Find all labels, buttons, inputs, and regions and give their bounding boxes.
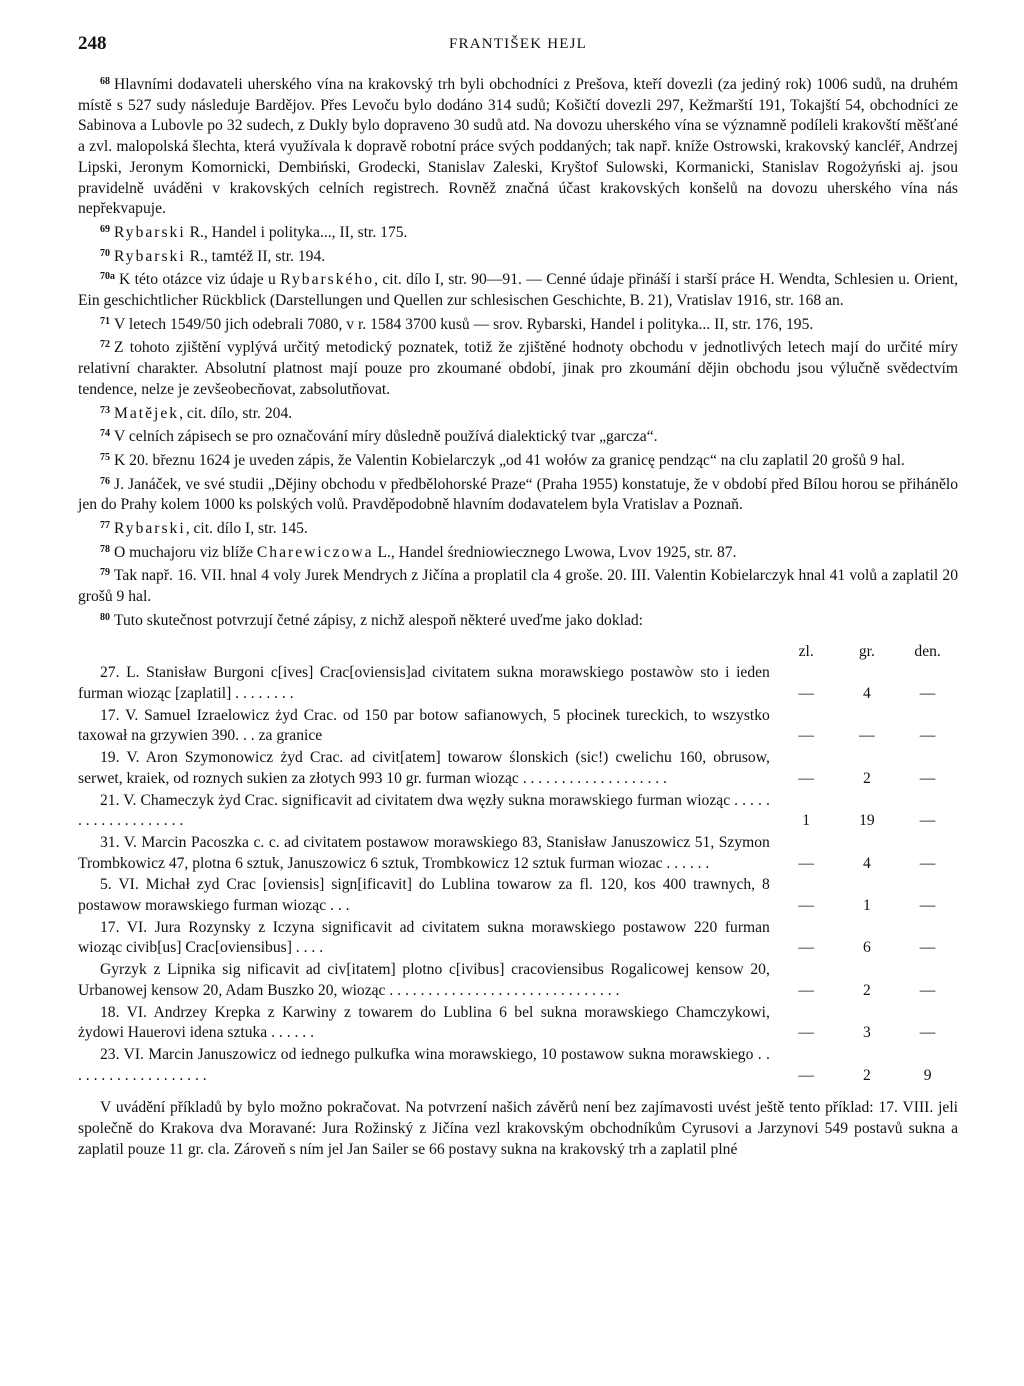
footnotes [78, 72, 958, 1160]
running-head: FRANTIŠEK HEJL [448, 36, 588, 52]
footnote [78, 312, 958, 336]
footnote [78, 608, 958, 632]
ledger-gr: — [859, 727, 875, 745]
ledger-gr: 6 [862, 939, 871, 957]
ledger-entry: 18. VI. Andrzey Krepka z Karwiny z towarem do Lublina 6 bel sukna morawskiego Chamczykowi, żydowi Hauerovi idena sztuka . . . . . . [78, 1003, 770, 1042]
footnote-text: , cit. dílo I, str. 145. [185, 520, 308, 538]
ledger-entry: 19. V. Aron Szymonowicz żyd Crac. ad civit[atem] towarow ślonskich (sic!) cwelichu 160, obrusow, serwet, kraiek, od roznych sukien za złotych 993 10 gr. furman wioząc . . . . . . . . . . . . . . . . . . . [78, 749, 770, 787]
footnote-marker: 77 [100, 520, 110, 532]
footnote-marker: 74 [100, 428, 110, 440]
ledger-gr: 2 [862, 1066, 871, 1084]
ledger-gr: 3 [862, 1024, 871, 1042]
footnote [78, 335, 958, 400]
footnote-text: V letech 1549/50 jich odebrali 7080, v r. 1584 3700 kusů — srov. Rybarski, Handel i polityka... II, str. 176, 195. [114, 315, 814, 333]
footnote [78, 472, 958, 516]
footnote-text: R., Handel i polityka..., II, str. 175. [185, 223, 408, 241]
ledger-body [78, 662, 958, 1086]
ledger-den: — [919, 769, 936, 787]
cited-author: Charewiczowa [256, 543, 374, 561]
footnote-list [78, 72, 958, 632]
footnote-marker: 71 [100, 315, 110, 327]
footnote-marker: 72 [100, 339, 110, 351]
page-header [78, 33, 958, 57]
ledger-entry: Gyrzyk z Lipnika sig nificavit ad civ[itatem] plotno c[ivibus] cracoviensibus Rogalicowej kensow 20, Urbanowej kensow 20, Adam Buszko 20, wioząc . . . . . . . . . . . . . . . . . . . . . . . . . . . . . . [78, 961, 770, 999]
ledger-entry: 27. L. Stanisław Burgoni c[ives] Crac[oviensis]ad civitatem sukna morawskiego postawòw sto i ieden furman wioząc [zaplatil] . . . . . . . . [78, 664, 770, 702]
footnote-text: Tuto skutečnost potvrzují četné zápisy, z nichž alespoň některé uveďme jako doklad: [114, 611, 644, 629]
ledger-gr: 4 [862, 684, 871, 702]
footnote-text: Tak např. 16. VII. hnal 4 voly Jurek Mendrych z Jičína a proplatil cla 4 groše. 20. III. Valentin Kobielarczyk hnal 41 volů a zaplatil 20 grošů 9 hal. [78, 567, 958, 606]
cited-author: Rybarski [114, 520, 186, 538]
footnote-text: L., Handel średniowiecznego Lwowa, Lvov 1925, str. 87. [373, 543, 737, 561]
ledger-header-row [78, 642, 958, 663]
ledger-den: — [919, 727, 936, 745]
closing-paragraph: V uvádění příkladů by bylo možno pokračovat. Na potvrzení našich závěrů není bez zajímavosti uvést ještě tento příklad: 17. VIII. jeli společně do Krakova dva Moravané: Jura Rožinský z Jičína vezl krakovským obchodníkům Cyrusovi a Jarzynovi 549 postavů sukna a zaplatil pouze 11 gr. cla. Zároveň s ním jel Jan Sailer se 66 postavy sukna na krakovský trh a zaplatil plné [78, 1099, 958, 1158]
footnote-text: Z tohoto zjištění vyplývá určitý metodický poznatek, totiž že zjištěné hodnoty obchodu v jednotlivých letech mají do určité míry relativní charakter. Absolutní platnost mají pouze pro zkoumané období, jinak pro zkoumání dějin obchodu jsou výlučně svědectvím tendence, nelze je zevšeobecňovat, zabsolutňovat. [78, 339, 958, 398]
ledger-row [78, 790, 958, 832]
footnote-marker: 78 [100, 543, 110, 555]
ledger-entry: 5. VI. Michał zyd Crac [oviensis] sign[ificavit] do Lublina towarow za fl. 120, kos 400 trawnych, 8 postawow morawskiego furman wioząc . . . [78, 876, 770, 915]
footnote [78, 424, 958, 448]
ledger-den: — [919, 1024, 936, 1042]
ledger-gr: 19 [859, 812, 875, 830]
ledger-den: — [919, 684, 936, 702]
footnote-marker: 76 [100, 475, 110, 487]
ledger-zl: — [798, 684, 814, 702]
footnote-marker: 70 [100, 247, 110, 259]
footnote-marker: 73 [100, 404, 110, 416]
ledger-row [78, 662, 958, 704]
ledger-row [78, 959, 958, 1001]
ledger-zl: 1 [802, 812, 811, 830]
footnote-marker: 75 [100, 451, 110, 463]
ledger-entry: 31. V. Marcin Pacoszka c. c. ad civitatem postawow morawskiego 83, Stanisław Januszowicz 51, Szymon Trombkowicz 47, plotna 6 sztuk, Januszowicz 6 sztuk, Trombkowicz 12 sztuk furman wiozac . . . . . . [78, 833, 770, 872]
footnote [78, 448, 958, 472]
footnote [78, 267, 958, 311]
ledger-zl: — [798, 897, 814, 915]
ledger-row [78, 832, 958, 874]
ledger-col-den: den. [914, 642, 941, 660]
ledger-row [78, 1044, 958, 1086]
ledger-den: — [919, 981, 936, 999]
footnote-text: V celních zápisech se pro označování míry důsledně používá dialektický tvar „garcza“. [114, 428, 658, 446]
ledger-den: 9 [923, 1066, 932, 1084]
ledger-zl: — [798, 939, 814, 957]
footnote-marker: 68 [100, 76, 110, 87]
ledger-gr: 2 [862, 981, 871, 999]
ledger-row [78, 747, 958, 789]
ledger-gr: 2 [862, 769, 871, 787]
ledger-gr: 1 [862, 897, 871, 915]
footnote [78, 540, 958, 564]
ledger-entry: 17. V. Samuel Izraelowicz żyd Crac. od 150 par botow safianowych, 5 płocinek tureckich, to wszystko taxował na grzywien 390. . . za granice [78, 706, 770, 745]
ledger-zl: — [798, 854, 814, 872]
ledger-den: — [919, 897, 936, 915]
footnote [78, 72, 958, 220]
ledger-row [78, 1002, 958, 1044]
footnote-text: K 20. březnu 1624 je uveden zápis, že Valentin Kobielarczyk „od 41 wołów za granicę pendząc“ na clu zaplatil 20 grošů 9 hal. [114, 451, 905, 469]
footnote-text: R., tamtéž II, str. 194. [185, 247, 326, 265]
ledger-row [78, 874, 958, 916]
footnote [78, 516, 958, 540]
footnote-lead: O muchajoru viz blíže [114, 543, 257, 561]
footnote-text: , cit. dílo, str. 204. [179, 404, 293, 422]
cited-author: Rybarski [114, 247, 186, 265]
ledger-col-zl: zl. [798, 642, 814, 660]
ledger-entry: 23. VI. Marcin Januszowicz od iednego pulkufka wina morawskiego, 10 postawow sukna morawskiego . . . . . . . . . . . . . . . . . . . [78, 1045, 770, 1084]
footnote [78, 563, 958, 607]
footnote-lead: K této otázce viz údaje u [119, 271, 281, 289]
footnote-text: , cit. dílo I, str. 90—91. — Cenné údaje přináší i starší práce H. Wendta, Schlesien u. Orient, Ein geschichtlicher Rückblick (Darstellungen und Quellen zur schlesischen Geschichte, B. 21), Vratislav 1916, str. 168 an. [78, 271, 958, 310]
ledger-zl: — [798, 981, 814, 999]
footnote-text: Hlavními dodavateli uherského vína na krakovský trh byli obchodníci z Prešova, kteří dovezli (za jediný rok) 1006 sudů, na druhém místě s 527 sudy následuje Bardějov. Přes Levoču bylo dodáno 314 sudů; Košičtí dovezli 297, Kežmarští 191, Tokajští 54, obchodníci ze Sabinova a Lubovle po 32 sudech, z Dukly bylo dopraveno 30 sudů atd. Na dovozu uherského vína se významně podíleli krakovští měšťané a zvl. malopolská šlechta, která využívala k dopravě robotní práce svých poddaných; tak např. kníže Ostrowski, krakovský kancléř, Andrzej Lipski, Jeronym Komornicki, Dembiński, Grodecki, Stanislav Zaleski, Kryštof Sulowski, Kormanicki, Stanislav Rogożyński aj. jsou pravidelně uváděni v krakovských celních registrech. Rovněž značná účast krakovských konšelů na dovozu uherského vína nás nepřekvapuje. [78, 76, 958, 218]
footnote [78, 401, 958, 425]
ledger-row [78, 917, 958, 959]
ledger-col-gr: gr. [858, 642, 875, 660]
cited-author: Matějek [114, 404, 180, 422]
page-number: 248 [78, 33, 107, 54]
cited-author: Rybarského [280, 271, 375, 289]
footnote-marker: 69 [100, 223, 110, 235]
cited-author: Rybarski [114, 223, 186, 241]
ledger-den: — [919, 812, 936, 830]
ledger-den: — [919, 939, 936, 957]
footnote-marker: 70a [100, 271, 115, 283]
ledger-zl: — [798, 769, 814, 787]
footnote [78, 220, 958, 244]
footnote-text: J. Janáček, ve své studii „Dějiny obchodu v předbělohorské Praze“ (Praha 1955) konstatuje, že v období před Bílou horou se přihánělo jen do Prahy kolem 1000 ks polských volů. Pravděpodobně hlavním dodavatelem byla Vratislav a Poznaň. [78, 475, 958, 514]
ledger-entry: 21. V. Chameczyk żyd Crac. significavit ad civitatem dwa węzły sukna morawskiego furman wioząc . . . . . . . . . . . . . . . . . . . [78, 791, 770, 830]
ledger-header-blank [78, 642, 776, 663]
ledger-den: — [919, 854, 936, 872]
footnote [78, 244, 958, 268]
customs-ledger-table [78, 642, 958, 1087]
ledger-zl: — [798, 1066, 814, 1084]
ledger-row [78, 705, 958, 747]
footnote-marker: 79 [100, 567, 110, 579]
ledger-zl: — [798, 727, 814, 745]
ledger-gr: 4 [862, 854, 871, 872]
ledger-entry: 17. VI. Jura Rozynsky z Iczyna significavit ad civitatem sukna morawskiego postawow 220 furman wioząc civib[us] Crac[oviensibus] . . . . [78, 918, 770, 957]
footnote-marker: 80 [100, 611, 110, 623]
ledger-zl: — [798, 1024, 814, 1042]
